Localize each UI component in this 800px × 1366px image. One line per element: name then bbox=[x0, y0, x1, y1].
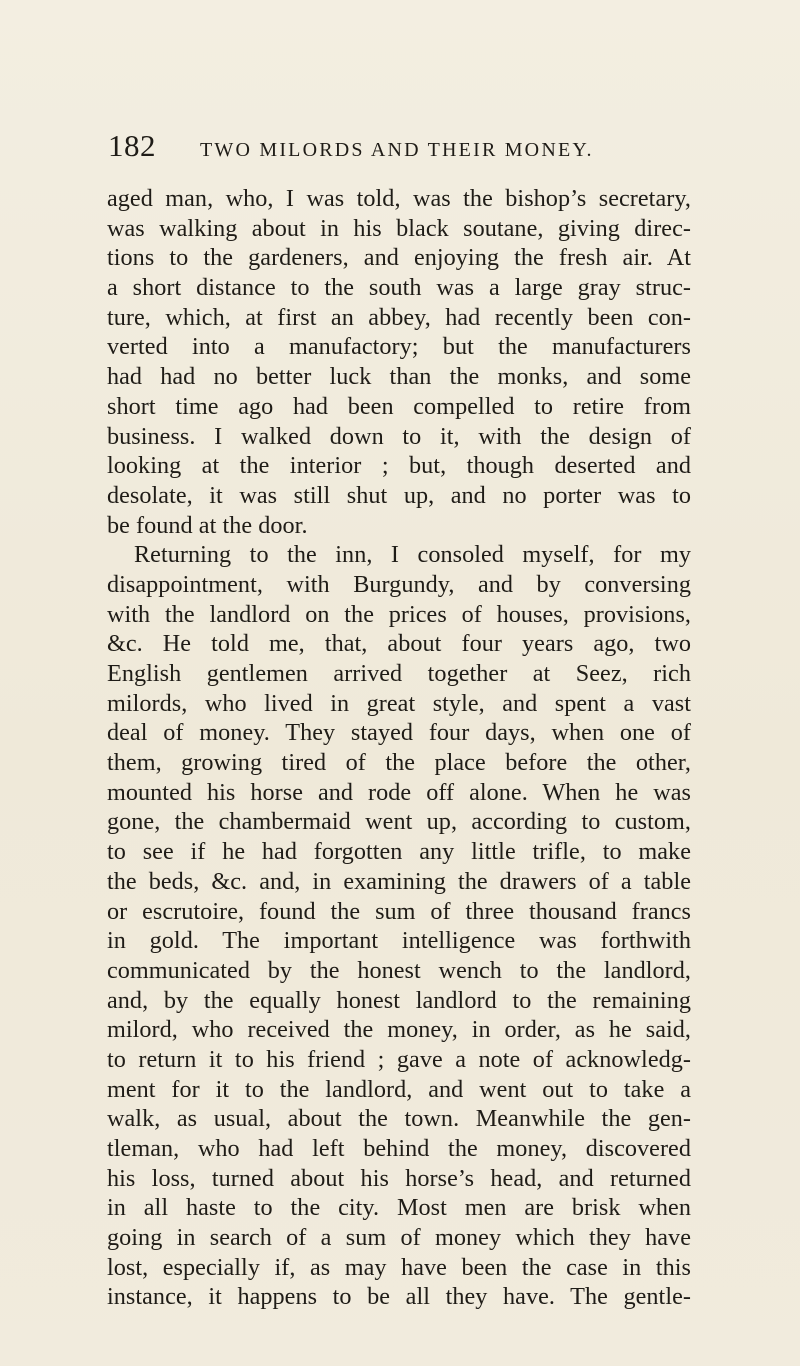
text-line: instance, it happens to be all they have. The gentle- bbox=[107, 1283, 691, 1311]
text-line: them, growing tired of the place before the other, bbox=[107, 749, 691, 777]
text-line: communicated by the honest wench to the landlord, bbox=[107, 956, 691, 984]
text-line: milords, who lived in great style, and spent a vast bbox=[107, 689, 691, 717]
text-line: to see if he had forgotten any little trifle, to make bbox=[107, 838, 691, 866]
text-line: mounted his horse and rode off alone. When he was bbox=[107, 778, 691, 806]
text-line: the beds, &c. and, in examining the drawers of a table bbox=[107, 867, 691, 895]
text-line: business. I walked down to it, with the design of bbox=[107, 422, 691, 450]
running-head: TWO MILORDS AND THEIR MONEY. bbox=[200, 139, 594, 161]
text-line: with the landlord on the prices of houses, provisions, bbox=[107, 600, 691, 628]
text-line: in all haste to the city. Most men are brisk when bbox=[107, 1194, 691, 1222]
text-line: walk, as usual, about the town. Meanwhile the gen- bbox=[107, 1105, 691, 1133]
text-line: tions to the gardeners, and enjoying the fresh air. At bbox=[107, 244, 691, 272]
text-line: disappointment, with Burgundy, and by conversing bbox=[107, 570, 691, 598]
text-line: &c. He told me, that, about four years ago, two bbox=[107, 630, 691, 658]
text-line: aged man, who, I was told, was the bishop’s secretary, bbox=[107, 185, 691, 212]
text-line: in gold. The important intelligence was forthwith bbox=[107, 927, 691, 955]
text-line: deal of money. They stayed four days, when one of bbox=[107, 719, 691, 747]
text-line: a short distance to the south was a large gray struc- bbox=[107, 274, 691, 302]
text-line: English gentlemen arrived together at Seez, rich bbox=[107, 660, 691, 687]
text-line: or escrutoire, found the sum of three thousand francs bbox=[107, 897, 691, 925]
text-line: gone, the chambermaid went up, according to custom, bbox=[107, 808, 691, 836]
text-line: going in search of a sum of money which they have bbox=[107, 1224, 691, 1252]
text-line: had had no better luck than the monks, and some bbox=[107, 363, 691, 391]
page-header bbox=[108, 128, 708, 168]
text-line: short time ago had been compelled to retire from bbox=[107, 392, 691, 420]
text-line: his loss, turned about his horse’s head, and returned bbox=[107, 1164, 691, 1192]
text-line: tleman, who had left behind the money, discovered bbox=[107, 1135, 691, 1162]
text-line: and, by the equally honest landlord to the remaining bbox=[107, 986, 691, 1014]
text-line: ture, which, at first an abbey, had recently been con- bbox=[107, 303, 691, 331]
text-line: looking at the interior ; but, though deserted and bbox=[107, 452, 691, 480]
text-line: verted into a manufactory; but the manufacturers bbox=[107, 333, 691, 361]
text-line: lost, especially if, as may have been the case in this bbox=[107, 1253, 691, 1281]
text-line: milord, who received the money, in order, as he said, bbox=[107, 1016, 691, 1044]
text-line: ment for it to the landlord, and went out to take a bbox=[107, 1075, 691, 1103]
paragraph-start-line: Returning to the inn, I consoled myself, for my bbox=[134, 541, 691, 569]
text-line: to return it to his friend ; gave a note of acknowledg- bbox=[107, 1045, 691, 1073]
body-text bbox=[107, 184, 691, 1334]
page-number: 182 bbox=[108, 128, 156, 163]
paragraph-end-line: be found at the door. bbox=[107, 511, 308, 539]
text-line: was walking about in his black soutane, giving direc- bbox=[107, 214, 691, 242]
text-line: desolate, it was still shut up, and no porter was to bbox=[107, 481, 691, 509]
